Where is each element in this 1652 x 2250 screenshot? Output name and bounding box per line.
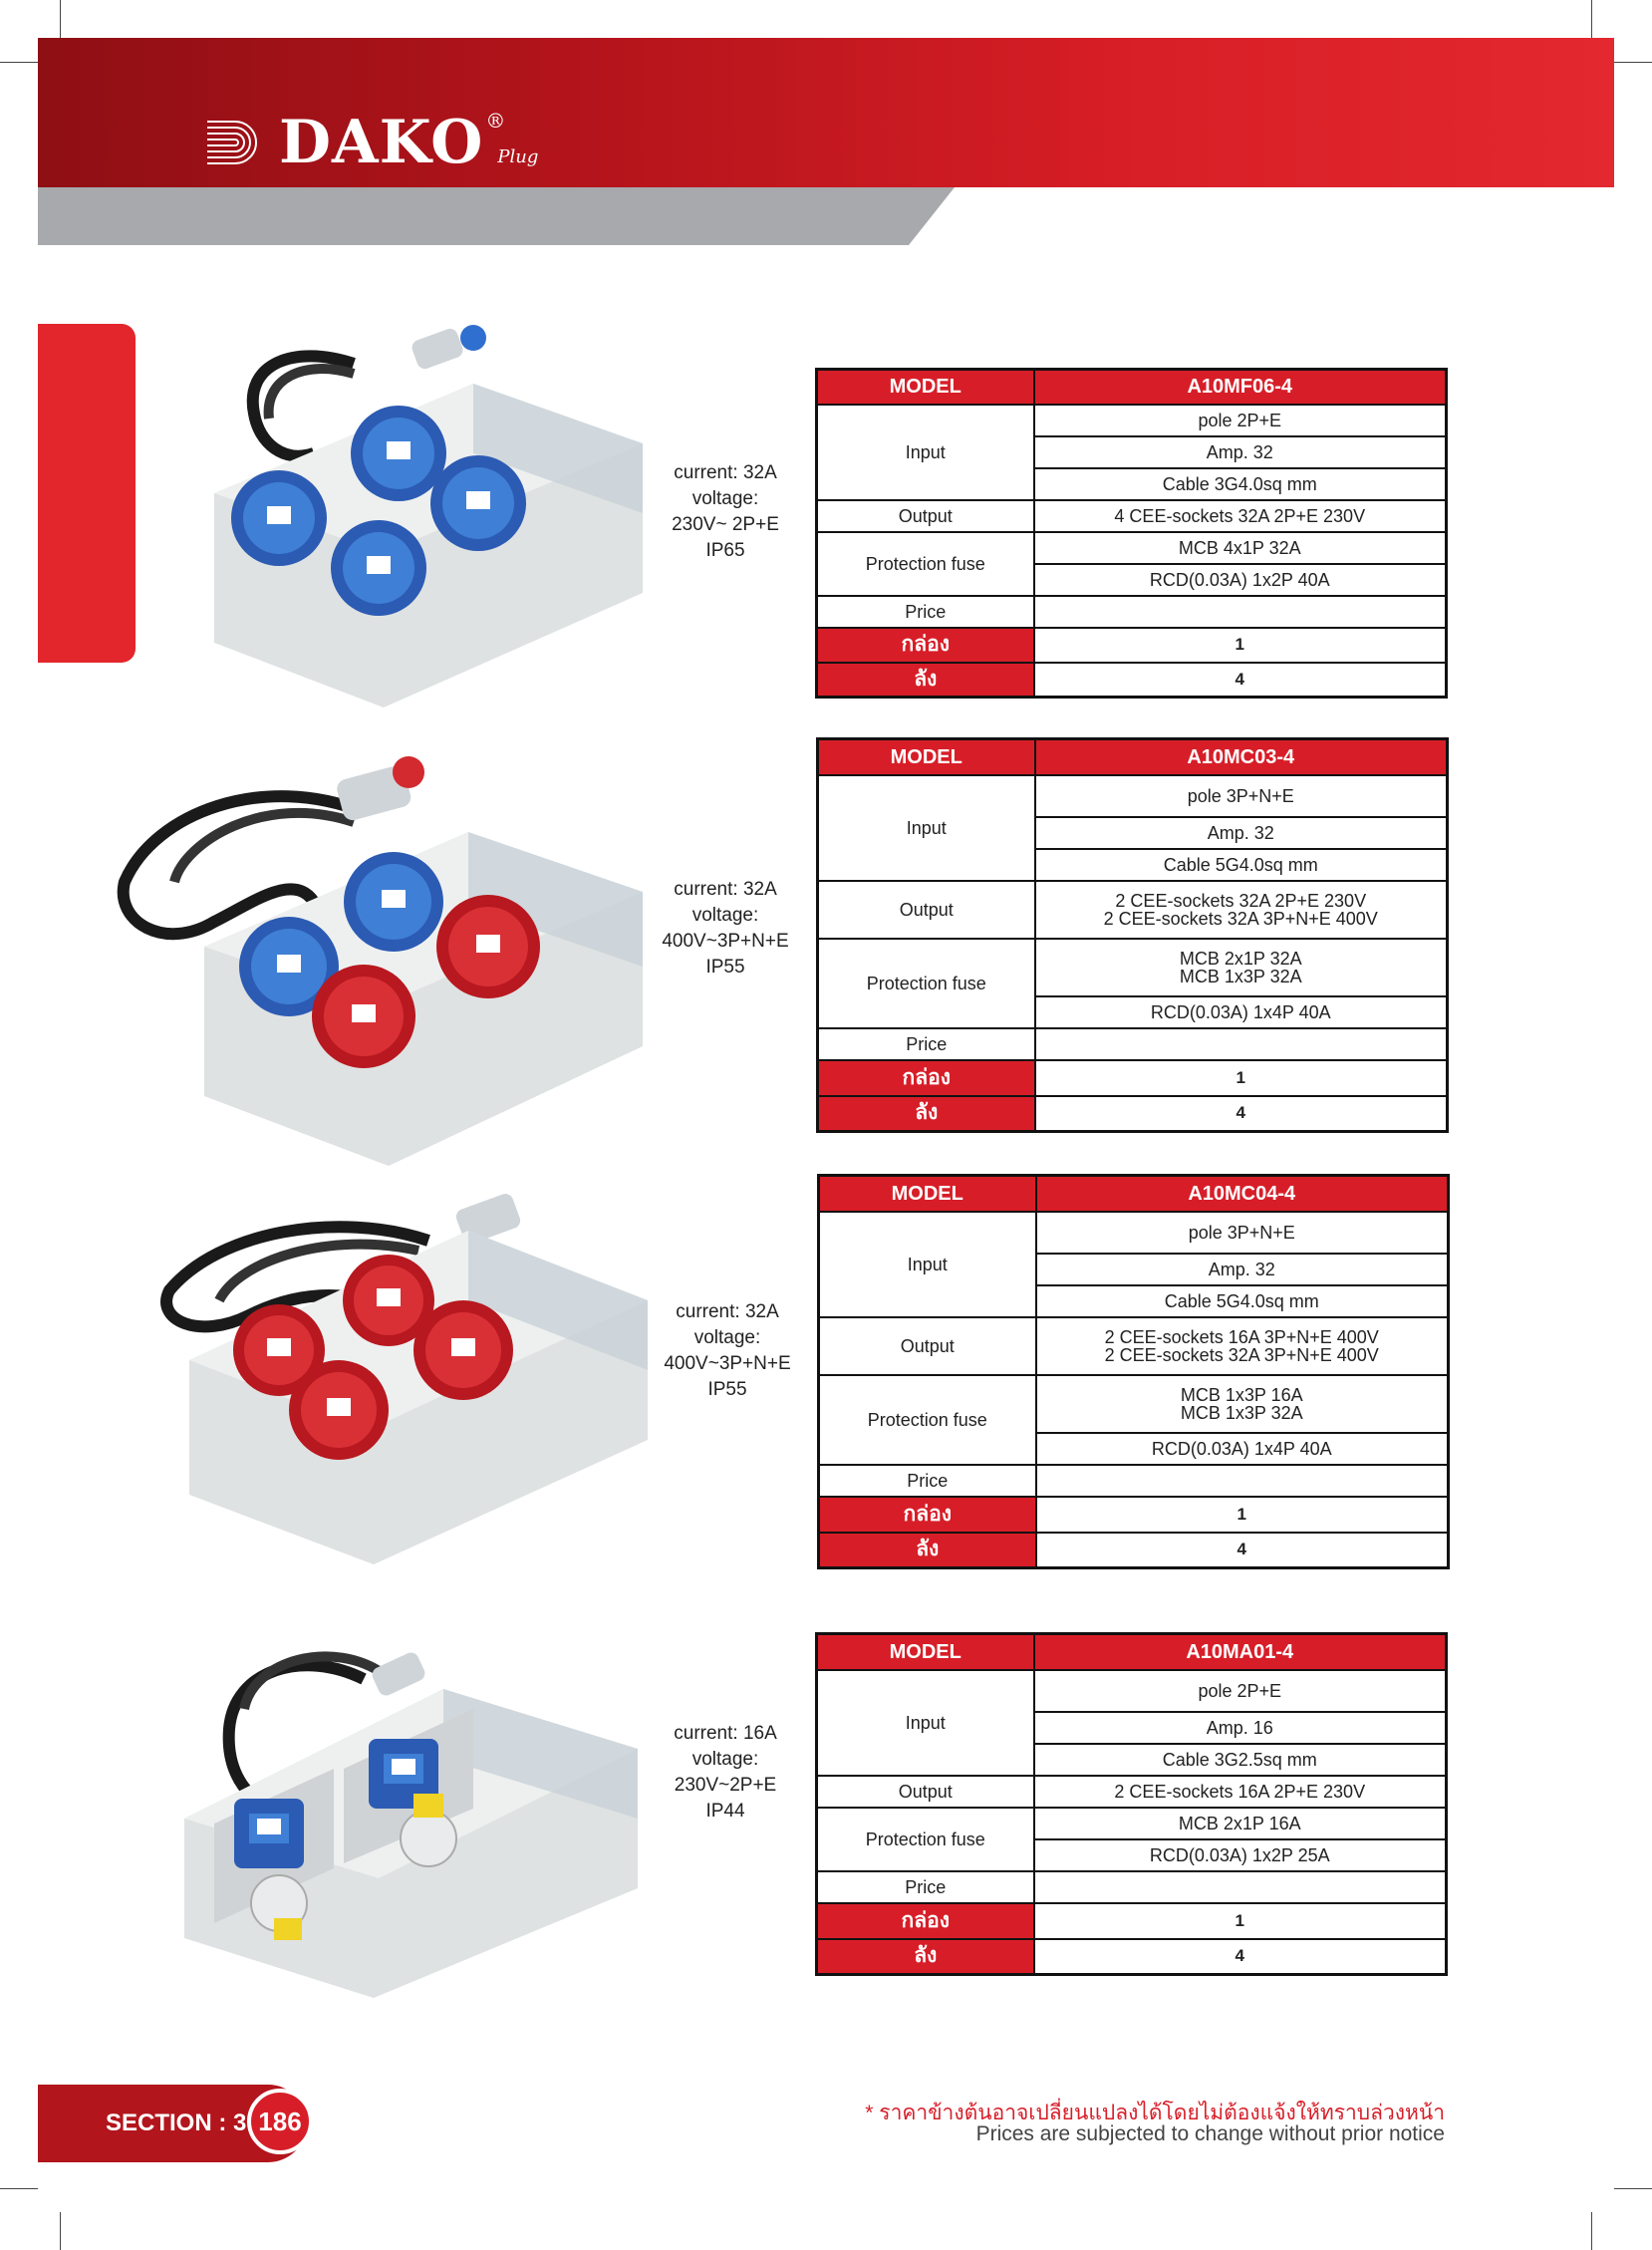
output-line: 2 CEE-sockets 32A 3P+N+E 400V (1103, 908, 1378, 929)
crop-mark (0, 62, 38, 63)
product-image (184, 1619, 638, 1998)
product-spec-summary (656, 877, 795, 981)
input-cable: Cable 3G2.5sq mm (1034, 1744, 1447, 1776)
fuse-mcb (1036, 1375, 1449, 1433)
price-note-english: Prices are subjected to change without prior notice (975, 2122, 1445, 2145)
section-label: SECTION : 3 (106, 2109, 247, 2136)
carton-label: ลัง (817, 663, 1034, 698)
input-amp: Amp. 32 (1036, 1254, 1449, 1285)
box-label: กล่อง (817, 1903, 1034, 1939)
spec-voltage: 400V~3P+N+E (664, 1353, 791, 1374)
model-label: MODEL (818, 739, 1035, 775)
crop-mark (1614, 2188, 1652, 2189)
crop-mark (60, 2212, 61, 2250)
spec-current: current: 32A (674, 879, 777, 900)
spec-current: current: 32A (674, 462, 777, 483)
box-qty: 1 (1035, 1060, 1448, 1096)
socket (351, 406, 446, 501)
fuse-rcd: RCD(0.03A) 1x2P 40A (1034, 564, 1447, 596)
carton-qty: 4 (1035, 1096, 1448, 1132)
fuse-line: MCB 1x3P 16A (1180, 1384, 1303, 1405)
box-label: กล่อง (819, 1497, 1036, 1533)
output-value: 2 CEE-sockets 16A 2P+E 230V (1034, 1776, 1447, 1808)
fuse-mcb (1035, 939, 1448, 996)
box-qty: 1 (1034, 628, 1447, 663)
product-spec-summary (656, 460, 795, 564)
box-label: กล่อง (818, 1060, 1035, 1096)
input-pole: pole 3P+N+E (1036, 1212, 1449, 1254)
crop-mark (60, 0, 61, 38)
product-table (817, 1174, 1450, 1569)
fuse-mcb: MCB 2x1P 16A (1034, 1808, 1447, 1839)
input-amp: Amp. 32 (1034, 436, 1447, 468)
fuse-label: Protection fuse (817, 1808, 1034, 1871)
socket (436, 895, 540, 998)
carton-label: ลัง (818, 1096, 1035, 1132)
socket (331, 520, 426, 616)
product-image (115, 752, 643, 1166)
output-label: Output (817, 500, 1034, 532)
output-line: 2 CEE-sockets 32A 3P+N+E 400V (1104, 1344, 1379, 1365)
spec-ip-rating: IP55 (707, 1379, 747, 1400)
model-code: A10MF06-4 (1034, 370, 1447, 405)
spec-current: current: 16A (674, 1723, 777, 1744)
model-code: A10MC03-4 (1035, 739, 1448, 775)
input-pole: pole 3P+N+E (1035, 775, 1448, 817)
input-cable: Cable 3G4.0sq mm (1034, 468, 1447, 500)
socket (231, 470, 327, 566)
price-value (1034, 1871, 1447, 1903)
crop-mark (1614, 62, 1652, 63)
input-pole: pole 2P+E (1034, 405, 1447, 436)
crop-mark (0, 2188, 38, 2189)
spec-voltage-label: voltage: (693, 1327, 761, 1348)
spec-voltage-label: voltage: (691, 488, 759, 509)
carton-qty: 4 (1036, 1533, 1449, 1568)
fuse-line: MCB 1x3P 32A (1180, 1402, 1303, 1423)
input-pole: pole 2P+E (1034, 1670, 1447, 1712)
spec-voltage: 230V~2P+E (674, 1775, 777, 1796)
product-table (816, 737, 1449, 1133)
price-label: Price (817, 1871, 1034, 1903)
input-cable: Cable 5G4.0sq mm (1036, 1285, 1449, 1317)
price-label: Price (817, 596, 1034, 628)
box-qty: 1 (1034, 1903, 1447, 1939)
output-value (1035, 881, 1448, 939)
product-table (815, 368, 1448, 699)
model-label: MODEL (817, 1634, 1034, 1670)
fuse-rcd: RCD(0.03A) 1x4P 40A (1035, 996, 1448, 1028)
registered-mark: ® (485, 109, 506, 133)
output-label: Output (819, 1317, 1036, 1375)
spec-ip-rating: IP44 (705, 1801, 745, 1822)
product-image (204, 324, 643, 717)
fuse-label: Protection fuse (819, 1375, 1036, 1465)
fuse-rcd: RCD(0.03A) 1x2P 25A (1034, 1839, 1447, 1871)
spec-voltage-label: voltage: (691, 1749, 759, 1770)
input-amp: Amp. 32 (1035, 817, 1448, 849)
crop-mark (1591, 2212, 1592, 2250)
price-label: Price (818, 1028, 1035, 1060)
brand-name: DAKO (279, 108, 484, 177)
spec-voltage: 400V~3P+N+E (662, 931, 789, 952)
product-table (815, 1632, 1448, 1976)
product-image (159, 1191, 648, 1564)
spec-voltage-label: voltage: (691, 905, 759, 926)
input-label: Input (817, 405, 1034, 500)
brand-logo (205, 108, 538, 177)
output-line: 2 CEE-sockets 32A 2P+E 230V (1115, 890, 1367, 911)
price-value (1035, 1028, 1448, 1060)
output-value: 4 CEE-sockets 32A 2P+E 230V (1034, 500, 1447, 532)
fuse-line: MCB 1x3P 32A (1179, 966, 1302, 986)
spec-ip-rating: IP65 (705, 540, 745, 561)
socket (234, 1799, 304, 1868)
input-label: Input (818, 775, 1035, 881)
price-label: Price (819, 1465, 1036, 1497)
input-cable: Cable 5G4.0sq mm (1035, 849, 1448, 881)
dako-d-mark-icon (205, 118, 271, 167)
header-gray-band (38, 187, 955, 245)
fuse-rcd: RCD(0.03A) 1x4P 40A (1036, 1433, 1449, 1465)
carton-qty: 4 (1034, 1939, 1447, 1975)
fuse-mcb: MCB 4x1P 32A (1034, 532, 1447, 564)
crop-mark (1591, 0, 1592, 38)
output-label: Output (818, 881, 1035, 939)
fuse-line: MCB 2x1P 32A (1179, 948, 1302, 969)
socket (312, 965, 415, 1068)
product-spec-summary (656, 1721, 795, 1825)
socket (430, 455, 526, 551)
spec-voltage: 230V~ 2P+E (672, 514, 779, 535)
price-note-thai: * ราคาข้างต้นอาจเปลี่ยนแปลงได้โดยไม่ต้องแจ้งให้ทราบล่วงหน้า (865, 2102, 1445, 2124)
socket (289, 1360, 389, 1460)
output-value (1036, 1317, 1449, 1375)
output-line: 2 CEE-sockets 16A 3P+N+E 400V (1104, 1326, 1379, 1347)
fuse-label: Protection fuse (818, 939, 1035, 1028)
product-spec-summary (658, 1299, 797, 1403)
model-label: MODEL (819, 1176, 1036, 1212)
socket (344, 852, 443, 952)
input-amp: Amp. 16 (1034, 1712, 1447, 1744)
model-code: A10MC04-4 (1036, 1176, 1449, 1212)
spec-current: current: 32A (676, 1301, 779, 1322)
output-label: Output (817, 1776, 1034, 1808)
input-label: Input (819, 1212, 1036, 1317)
box-qty: 1 (1036, 1497, 1449, 1533)
price-value (1036, 1465, 1449, 1497)
model-code: A10MA01-4 (1034, 1634, 1447, 1670)
socket (413, 1300, 513, 1400)
price-value (1034, 596, 1447, 628)
box-label: กล่อง (817, 628, 1034, 663)
page-number: 186 (247, 2089, 313, 2154)
section-side-tab (38, 324, 136, 663)
model-label: MODEL (817, 370, 1034, 405)
carton-qty: 4 (1034, 663, 1447, 698)
carton-label: ลัง (819, 1533, 1036, 1568)
fuse-label: Protection fuse (817, 532, 1034, 596)
spec-ip-rating: IP55 (705, 957, 745, 978)
carton-label: ลัง (817, 1939, 1034, 1975)
input-label: Input (817, 1670, 1034, 1776)
brand-tagline: Plug (497, 145, 539, 167)
